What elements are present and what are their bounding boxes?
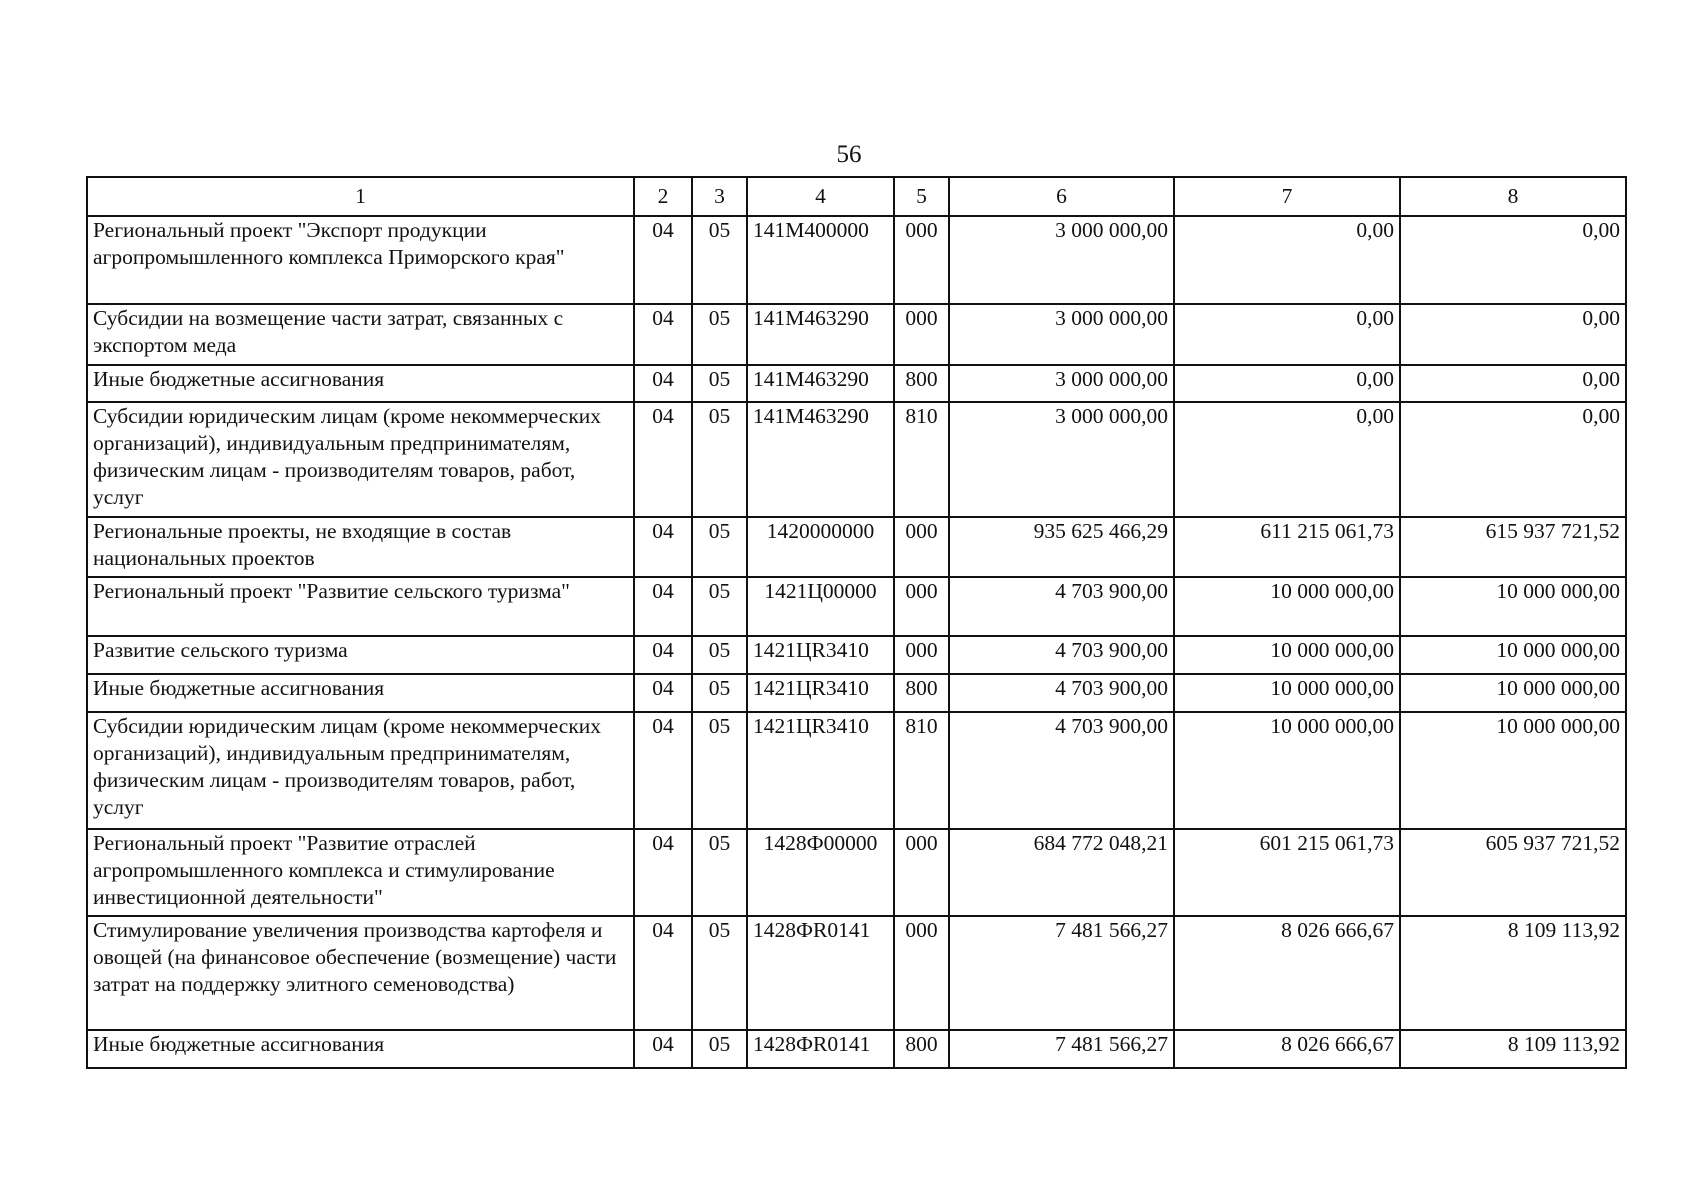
section-code: 04 — [634, 216, 692, 304]
amount-col8: 615 937 721,52 — [1400, 517, 1626, 577]
table-row — [87, 829, 1626, 916]
target-article-code: 1428ФR0141 — [747, 1030, 894, 1068]
amount-col8: 605 937 721,52 — [1400, 829, 1626, 916]
amount-col8: 10 000 000,00 — [1400, 712, 1626, 829]
amount-col8: 10 000 000,00 — [1400, 674, 1626, 712]
item-name: Субсидии юридическим лицам (кроме некоммерческих организаций), индивидуальным предпринимателям, физическим лицам - производителям товаров, работ, услуг — [87, 402, 634, 517]
subsection-code: 05 — [692, 304, 747, 365]
amount-col8: 0,00 — [1400, 365, 1626, 402]
amount-col7: 0,00 — [1174, 304, 1400, 365]
table-row — [87, 636, 1626, 674]
amount-col8: 10 000 000,00 — [1400, 577, 1626, 636]
amount-col7: 0,00 — [1174, 365, 1400, 402]
amount-col7: 611 215 061,73 — [1174, 517, 1400, 577]
page-number: 56 — [836, 141, 862, 168]
target-article-code: 1421ЦR3410 — [747, 712, 894, 829]
target-article-code: 1428ФR0141 — [747, 916, 894, 1030]
item-name: Субсидии юридическим лицам (кроме некоммерческих организаций), индивидуальным предпринимателям, физическим лицам - производителям товаров, работ, услуг — [87, 712, 634, 829]
subsection-code: 05 — [692, 829, 747, 916]
subsection-code: 05 — [692, 1030, 747, 1068]
expense-type-code: 810 — [894, 402, 949, 517]
expense-type-code: 000 — [894, 517, 949, 577]
amount-col6: 4 703 900,00 — [949, 674, 1174, 712]
amount-col7: 10 000 000,00 — [1174, 636, 1400, 674]
subsection-code: 05 — [692, 402, 747, 517]
target-article-code: 1421ЦR3410 — [747, 674, 894, 712]
amount-col6: 3 000 000,00 — [949, 402, 1174, 517]
table-row — [87, 402, 1626, 517]
item-name: Региональные проекты, не входящие в состав национальных проектов — [87, 517, 634, 577]
header-cell: 8 — [1400, 177, 1626, 216]
amount-col6: 7 481 566,27 — [949, 1030, 1174, 1068]
amount-col6: 4 703 900,00 — [949, 577, 1174, 636]
table-row — [87, 577, 1626, 636]
header-cell: 5 — [894, 177, 949, 216]
section-code: 04 — [634, 712, 692, 829]
section-code: 04 — [634, 829, 692, 916]
subsection-code: 05 — [692, 577, 747, 636]
amount-col8: 0,00 — [1400, 304, 1626, 365]
amount-col7: 0,00 — [1174, 216, 1400, 304]
budget-table — [86, 176, 1627, 1069]
section-code: 04 — [634, 916, 692, 1030]
header-cell: 3 — [692, 177, 747, 216]
expense-type-code: 810 — [894, 712, 949, 829]
amount-col6: 7 481 566,27 — [949, 916, 1174, 1030]
subsection-code: 05 — [692, 712, 747, 829]
amount-col7: 10 000 000,00 — [1174, 577, 1400, 636]
header-cell: 4 — [747, 177, 894, 216]
item-name: Развитие сельского туризма — [87, 636, 634, 674]
section-code: 04 — [634, 402, 692, 517]
expense-type-code: 000 — [894, 916, 949, 1030]
amount-col8: 0,00 — [1400, 216, 1626, 304]
item-name: Региональный проект "Развитие отраслей агропромышленного комплекса и стимулирование инвестиционной деятельности" — [87, 829, 634, 916]
subsection-code: 05 — [692, 365, 747, 402]
expense-type-code: 800 — [894, 674, 949, 712]
amount-col6: 4 703 900,00 — [949, 636, 1174, 674]
section-code: 04 — [634, 1030, 692, 1068]
table-row — [87, 916, 1626, 1030]
table-row — [87, 216, 1626, 304]
header-cell: 7 — [1174, 177, 1400, 216]
amount-col8: 0,00 — [1400, 402, 1626, 517]
item-name: Иные бюджетные ассигнования — [87, 674, 634, 712]
item-name: Стимулирование увеличения производства картофеля и овощей (на финансовое обеспечение (возмещение) части затрат на поддержку элитного семеноводства) — [87, 916, 634, 1030]
item-name: Иные бюджетные ассигнования — [87, 365, 634, 402]
amount-col7: 601 215 061,73 — [1174, 829, 1400, 916]
subsection-code: 05 — [692, 916, 747, 1030]
section-code: 04 — [634, 365, 692, 402]
expense-type-code: 000 — [894, 577, 949, 636]
expense-type-code: 000 — [894, 829, 949, 916]
table-row — [87, 712, 1626, 829]
section-code: 04 — [634, 517, 692, 577]
section-code: 04 — [634, 636, 692, 674]
header-cell: 6 — [949, 177, 1174, 216]
item-name: Субсидии на возмещение части затрат, связанных с экспортом меда — [87, 304, 634, 365]
table-row — [87, 1030, 1626, 1068]
amount-col6: 684 772 048,21 — [949, 829, 1174, 916]
target-article-code: 141M463290 — [747, 365, 894, 402]
subsection-code: 05 — [692, 216, 747, 304]
item-name: Региональный проект "Экспорт продукции агропромышленного комплекса Приморского края" — [87, 216, 634, 304]
amount-col7: 10 000 000,00 — [1174, 674, 1400, 712]
amount-col8: 8 109 113,92 — [1400, 1030, 1626, 1068]
target-article-code: 141M463290 — [747, 304, 894, 365]
amount-col7: 8 026 666,67 — [1174, 916, 1400, 1030]
expense-type-code: 000 — [894, 304, 949, 365]
amount-col7: 0,00 — [1174, 402, 1400, 517]
header-row — [87, 177, 1626, 216]
target-article-code: 141M463290 — [747, 402, 894, 517]
amount-col7: 10 000 000,00 — [1174, 712, 1400, 829]
expense-type-code: 800 — [894, 365, 949, 402]
subsection-code: 05 — [692, 636, 747, 674]
amount-col6: 4 703 900,00 — [949, 712, 1174, 829]
subsection-code: 05 — [692, 674, 747, 712]
item-name: Иные бюджетные ассигнования — [87, 1030, 634, 1068]
target-article-code: 1421ЦR3410 — [747, 636, 894, 674]
amount-col8: 8 109 113,92 — [1400, 916, 1626, 1030]
amount-col6: 3 000 000,00 — [949, 304, 1174, 365]
target-article-code: 1428Ф00000 — [747, 829, 894, 916]
table-row — [87, 365, 1626, 402]
expense-type-code: 000 — [894, 636, 949, 674]
table-row — [87, 517, 1626, 577]
amount-col6: 3 000 000,00 — [949, 365, 1174, 402]
section-code: 04 — [634, 674, 692, 712]
section-code: 04 — [634, 304, 692, 365]
target-article-code: 1421Ц00000 — [747, 577, 894, 636]
expense-type-code: 800 — [894, 1030, 949, 1068]
table-row — [87, 304, 1626, 365]
table-row — [87, 674, 1626, 712]
item-name: Региональный проект "Развитие сельского туризма" — [87, 577, 634, 636]
amount-col6: 3 000 000,00 — [949, 216, 1174, 304]
subsection-code: 05 — [692, 517, 747, 577]
section-code: 04 — [634, 577, 692, 636]
amount-col8: 10 000 000,00 — [1400, 636, 1626, 674]
amount-col7: 8 026 666,67 — [1174, 1030, 1400, 1068]
expense-type-code: 000 — [894, 216, 949, 304]
amount-col6: 935 625 466,29 — [949, 517, 1174, 577]
target-article-code: 1420000000 — [747, 517, 894, 577]
header-cell: 1 — [87, 177, 634, 216]
header-cell: 2 — [634, 177, 692, 216]
target-article-code: 141M400000 — [747, 216, 894, 304]
